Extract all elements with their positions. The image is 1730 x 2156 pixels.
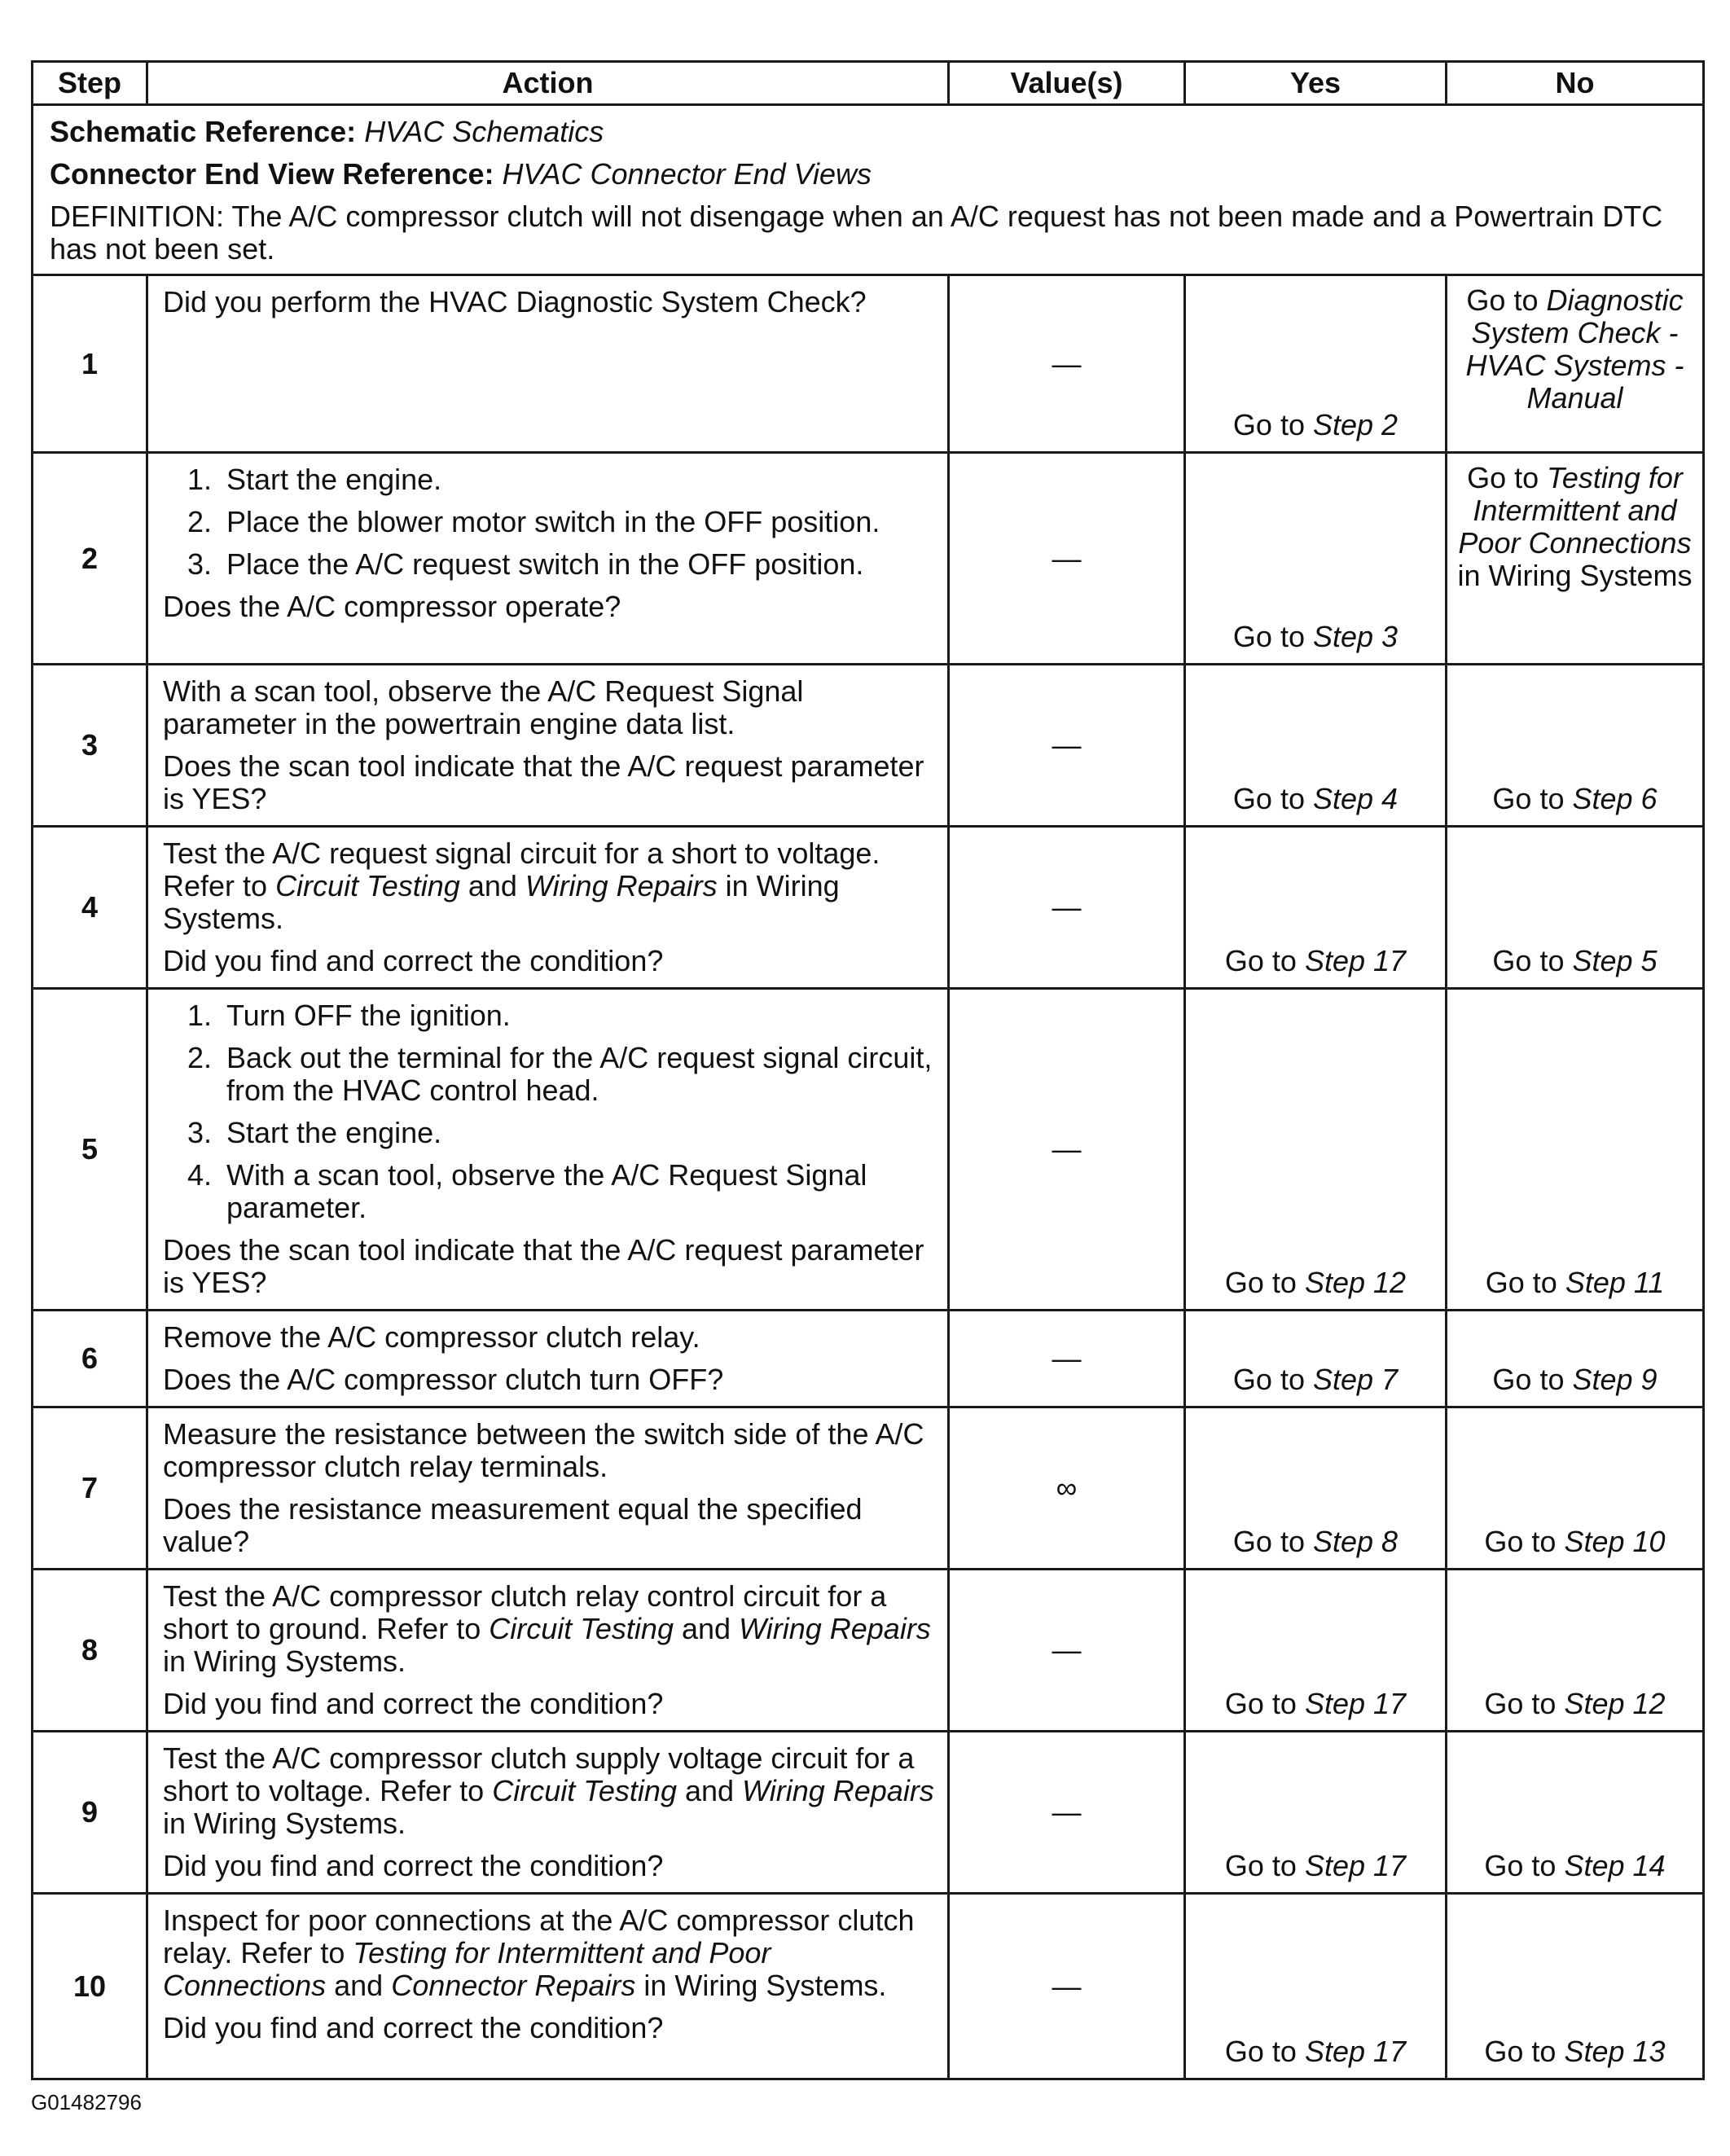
step-number: 3	[33, 665, 147, 827]
yes-cell	[1185, 1894, 1447, 2079]
step-number: 7	[33, 1407, 147, 1570]
no-text: Go to	[1492, 782, 1573, 815]
no-text: Go to	[1484, 1687, 1565, 1720]
yes-cell	[1185, 665, 1447, 827]
reference-cell	[33, 105, 1704, 275]
step-row-9	[33, 1732, 1704, 1894]
action-text: and	[459, 869, 525, 902]
header-step: Step	[33, 62, 147, 105]
no-cell	[1447, 827, 1704, 989]
yes-text: Go to	[1232, 782, 1313, 815]
no-link[interactable]: Step 12	[1564, 1687, 1666, 1720]
action-text: Does the resistance measurement equal the specified value?	[163, 1492, 863, 1558]
yes-link[interactable]: Step 2	[1312, 408, 1398, 441]
action-paragraph	[163, 2012, 936, 2044]
step-row-8	[33, 1570, 1704, 1732]
value-cell: —	[949, 453, 1185, 665]
action-text: Inspect for poor connections at the A/C compressor clutch relay. Refer to	[163, 1904, 915, 1969]
step-row-4	[33, 827, 1704, 989]
action-paragraph	[163, 1493, 936, 1558]
action-list-item	[187, 999, 936, 1032]
no-link[interactable]: Step 10	[1564, 1525, 1666, 1558]
list-item-text	[226, 999, 936, 1032]
action-list-item	[187, 1117, 936, 1149]
step-number: 5	[33, 989, 147, 1311]
no-text: Go to	[1466, 283, 1547, 317]
action-text: Start the engine.	[226, 463, 442, 496]
header-action: Action	[147, 62, 949, 105]
no-link[interactable]: Step 6	[1572, 782, 1658, 815]
no-text: Go to	[1467, 461, 1548, 494]
action-text: Did you find and correct the condition?	[163, 2011, 664, 2044]
no-text: in Wiring Systems	[1457, 559, 1693, 592]
action-text: Place the A/C request switch in the OFF position.	[226, 547, 864, 581]
reference-row	[33, 105, 1704, 275]
value-cell: —	[949, 1570, 1185, 1732]
schematic-reference	[50, 116, 1688, 148]
action-text: Does the A/C compressor clutch turn OFF?	[163, 1363, 724, 1396]
yes-text: Go to	[1232, 408, 1313, 441]
list-item-number: 1.	[187, 999, 213, 1032]
yes-link[interactable]: Step 12	[1304, 1266, 1407, 1299]
action-cell	[147, 453, 949, 665]
no-cell	[1447, 1407, 1704, 1570]
action-text: Did you find and correct the condition?	[163, 1687, 664, 1720]
action-list-item	[187, 463, 936, 496]
action-text: Does the scan tool indicate that the A/C request parameter is YES?	[163, 1233, 924, 1299]
connector-reference	[50, 158, 1688, 191]
yes-link[interactable]: Step 17	[1304, 944, 1407, 977]
action-cell	[147, 1894, 949, 2079]
action-paragraph	[163, 1234, 936, 1299]
no-link[interactable]: Step 9	[1572, 1363, 1658, 1396]
list-item-number: 3.	[187, 1116, 213, 1149]
yes-text: Go to	[1224, 1687, 1305, 1720]
action-cell	[147, 1732, 949, 1894]
value-cell: —	[949, 275, 1185, 453]
yes-link[interactable]: Step 4	[1312, 782, 1398, 815]
no-link[interactable]: Step 5	[1572, 944, 1658, 977]
action-text: Did you find and correct the condition?	[163, 1849, 664, 1882]
no-cell	[1447, 665, 1704, 827]
yes-link[interactable]: Step 17	[1304, 2035, 1407, 2068]
list-item-text	[226, 1042, 936, 1107]
action-cell	[147, 1570, 949, 1732]
action-text: in Wiring Systems.	[163, 869, 840, 935]
no-text: Go to	[1485, 1266, 1565, 1299]
action-link[interactable]: Testing for Intermittent and Poor Connections	[163, 1936, 771, 2002]
step-row-3	[33, 665, 1704, 827]
action-text: Did you find and correct the condition?	[163, 944, 664, 977]
connector-reference-link[interactable]: HVAC Connector End Views	[502, 157, 872, 191]
no-cell	[1447, 1894, 1704, 2079]
action-text: in Wiring Systems.	[163, 1644, 406, 1678]
action-text: Test the A/C compressor clutch supply voltage circuit for a short to voltage. Refer to	[163, 1741, 915, 1807]
yes-cell	[1185, 1407, 1447, 1570]
action-cell	[147, 827, 949, 989]
no-cell	[1447, 1311, 1704, 1407]
list-item-text	[226, 506, 936, 538]
action-text: Test the A/C compressor clutch relay control circuit for a short to ground. Refer to	[163, 1579, 887, 1645]
action-text: and	[673, 1612, 740, 1645]
list-item-number: 3.	[187, 547, 213, 581]
no-text: Go to	[1484, 1849, 1565, 1882]
step-row-1	[33, 275, 1704, 453]
step-row-5	[33, 989, 1704, 1311]
action-link[interactable]: Circuit Testing	[492, 1774, 677, 1807]
no-text: Go to	[1484, 2035, 1565, 2068]
value-cell: —	[949, 1311, 1185, 1407]
action-paragraph	[163, 1418, 936, 1483]
action-text: and	[676, 1774, 743, 1807]
action-cell	[147, 989, 949, 1311]
no-cell	[1447, 453, 1704, 665]
action-paragraph	[163, 945, 936, 977]
action-link[interactable]: Circuit Testing	[275, 869, 460, 902]
action-text: Measure the resistance between the switch side of the A/C compressor clutch relay terminals.	[163, 1417, 924, 1483]
no-link[interactable]: Step 14	[1564, 1849, 1666, 1882]
action-cell	[147, 665, 949, 827]
no-cell	[1447, 1570, 1704, 1732]
action-cell	[147, 1407, 949, 1570]
yes-cell	[1185, 989, 1447, 1311]
action-text: Test the A/C request signal circuit for a short to voltage. Refer to	[163, 836, 880, 902]
action-paragraph	[163, 591, 936, 623]
no-text: Go to	[1492, 1363, 1573, 1396]
yes-text: Go to	[1224, 1266, 1305, 1299]
action-paragraph	[163, 1850, 936, 1882]
action-link[interactable]: Wiring Repairs	[739, 1612, 931, 1645]
action-paragraph	[163, 1580, 936, 1678]
step-number: 10	[33, 1894, 147, 2079]
yes-cell	[1185, 1311, 1447, 1407]
action-text: Remove the A/C compressor clutch relay.	[163, 1320, 700, 1354]
no-link[interactable]: Step 11	[1565, 1266, 1665, 1299]
yes-cell	[1185, 1732, 1447, 1894]
action-list-item	[187, 1159, 936, 1224]
schematic-reference-link[interactable]: HVAC Schematics	[364, 115, 604, 148]
value-cell: —	[949, 665, 1185, 827]
value-cell: ∞	[949, 1407, 1185, 1570]
value-cell: —	[949, 827, 1185, 989]
header-values: Value(s)	[949, 62, 1185, 105]
yes-cell	[1185, 827, 1447, 989]
action-text: Start the engine.	[226, 1116, 442, 1149]
yes-text: Go to	[1224, 1849, 1305, 1882]
no-link[interactable]: Step 13	[1564, 2035, 1666, 2068]
action-text: Turn OFF the ignition.	[226, 999, 511, 1032]
action-text: Does the A/C compressor operate?	[163, 590, 621, 623]
action-paragraph	[163, 1904, 936, 2002]
list-item-text	[226, 548, 936, 581]
action-list-item	[187, 1042, 936, 1107]
action-list-item	[187, 548, 936, 581]
step-number: 8	[33, 1570, 147, 1732]
yes-link[interactable]: Step 7	[1312, 1363, 1398, 1396]
diagnostic-table	[31, 60, 1705, 2080]
step-number: 6	[33, 1311, 147, 1407]
definition-text: DEFINITION: The A/C compressor clutch will not disengage when an A/C request has not been made and a Powertrain DTC has not been set.	[50, 200, 1663, 266]
list-item-number: 2.	[187, 1041, 213, 1074]
action-text: Did you perform the HVAC Diagnostic System Check?	[163, 285, 867, 318]
step-row-10	[33, 1894, 1704, 2079]
action-text: and	[326, 1969, 392, 2002]
yes-text: Go to	[1224, 944, 1305, 977]
yes-text: Go to	[1232, 620, 1313, 653]
no-cell	[1447, 989, 1704, 1311]
yes-cell	[1185, 453, 1447, 665]
action-paragraph	[163, 675, 936, 740]
action-link[interactable]: Wiring Repairs	[742, 1774, 934, 1807]
action-text: in Wiring Systems.	[163, 1807, 406, 1840]
step-row-2	[33, 453, 1704, 665]
no-link[interactable]: Testing for Intermittent and Poor Connections	[1458, 461, 1692, 560]
action-paragraph	[163, 286, 936, 318]
action-paragraph	[163, 1742, 936, 1840]
value-cell: —	[949, 1732, 1185, 1894]
no-text: Go to	[1492, 944, 1573, 977]
header-row	[33, 62, 1704, 105]
list-item-text	[226, 1159, 936, 1224]
figure-code: G01482796	[31, 2090, 142, 2114]
action-link[interactable]: Wiring Repairs	[525, 869, 718, 902]
step-number: 9	[33, 1732, 147, 1894]
yes-text: Go to	[1224, 2035, 1305, 2068]
action-text: Back out the terminal for the A/C request signal circuit, from the HVAC control head.	[226, 1041, 933, 1107]
schematic-reference-label: Schematic Reference:	[50, 115, 357, 148]
no-cell	[1447, 275, 1704, 453]
step-number: 1	[33, 275, 147, 453]
step-number: 2	[33, 453, 147, 665]
yes-cell	[1185, 275, 1447, 453]
list-item-number: 2.	[187, 505, 213, 538]
list-item-text	[226, 1117, 936, 1149]
action-link[interactable]: Connector Repairs	[391, 1969, 636, 2002]
action-cell	[147, 1311, 949, 1407]
action-text: in Wiring Systems.	[635, 1969, 887, 2002]
action-text: With a scan tool, observe the A/C Request Signal parameter.	[226, 1158, 867, 1224]
yes-link[interactable]: Step 3	[1312, 620, 1398, 653]
yes-link[interactable]: Step 17	[1304, 1849, 1407, 1882]
yes-link[interactable]: Step 17	[1304, 1687, 1407, 1720]
action-link[interactable]: Circuit Testing	[489, 1612, 674, 1645]
action-cell	[147, 275, 949, 453]
step-number: 4	[33, 827, 147, 989]
action-list-item	[187, 506, 936, 538]
action-text: With a scan tool, observe the A/C Request Signal parameter in the powertrain engine data list.	[163, 674, 804, 740]
step-row-7	[33, 1407, 1704, 1570]
yes-text: Go to	[1232, 1363, 1313, 1396]
action-text: Does the scan tool indicate that the A/C request parameter is YES?	[163, 749, 924, 815]
action-paragraph	[163, 1688, 936, 1720]
header-no: No	[1447, 62, 1704, 105]
action-paragraph	[163, 837, 936, 935]
step-row-6	[33, 1311, 1704, 1407]
action-paragraph	[163, 750, 936, 815]
yes-link[interactable]: Step 8	[1312, 1525, 1398, 1558]
no-link[interactable]: Diagnostic System Check - HVAC Systems - Manual	[1465, 283, 1684, 415]
value-cell: —	[949, 1894, 1185, 2079]
no-cell	[1447, 1732, 1704, 1894]
list-item-text	[226, 463, 936, 496]
value-cell: —	[949, 989, 1185, 1311]
action-paragraph	[163, 1363, 936, 1396]
yes-text: Go to	[1232, 1525, 1313, 1558]
action-paragraph	[163, 1321, 936, 1354]
list-item-number: 4.	[187, 1158, 213, 1192]
yes-cell	[1185, 1570, 1447, 1732]
list-item-number: 1.	[187, 463, 213, 496]
no-text: Go to	[1484, 1525, 1565, 1558]
header-yes: Yes	[1185, 62, 1447, 105]
connector-reference-label: Connector End View Reference:	[50, 157, 494, 191]
action-text: Place the blower motor switch in the OFF position.	[226, 505, 880, 538]
